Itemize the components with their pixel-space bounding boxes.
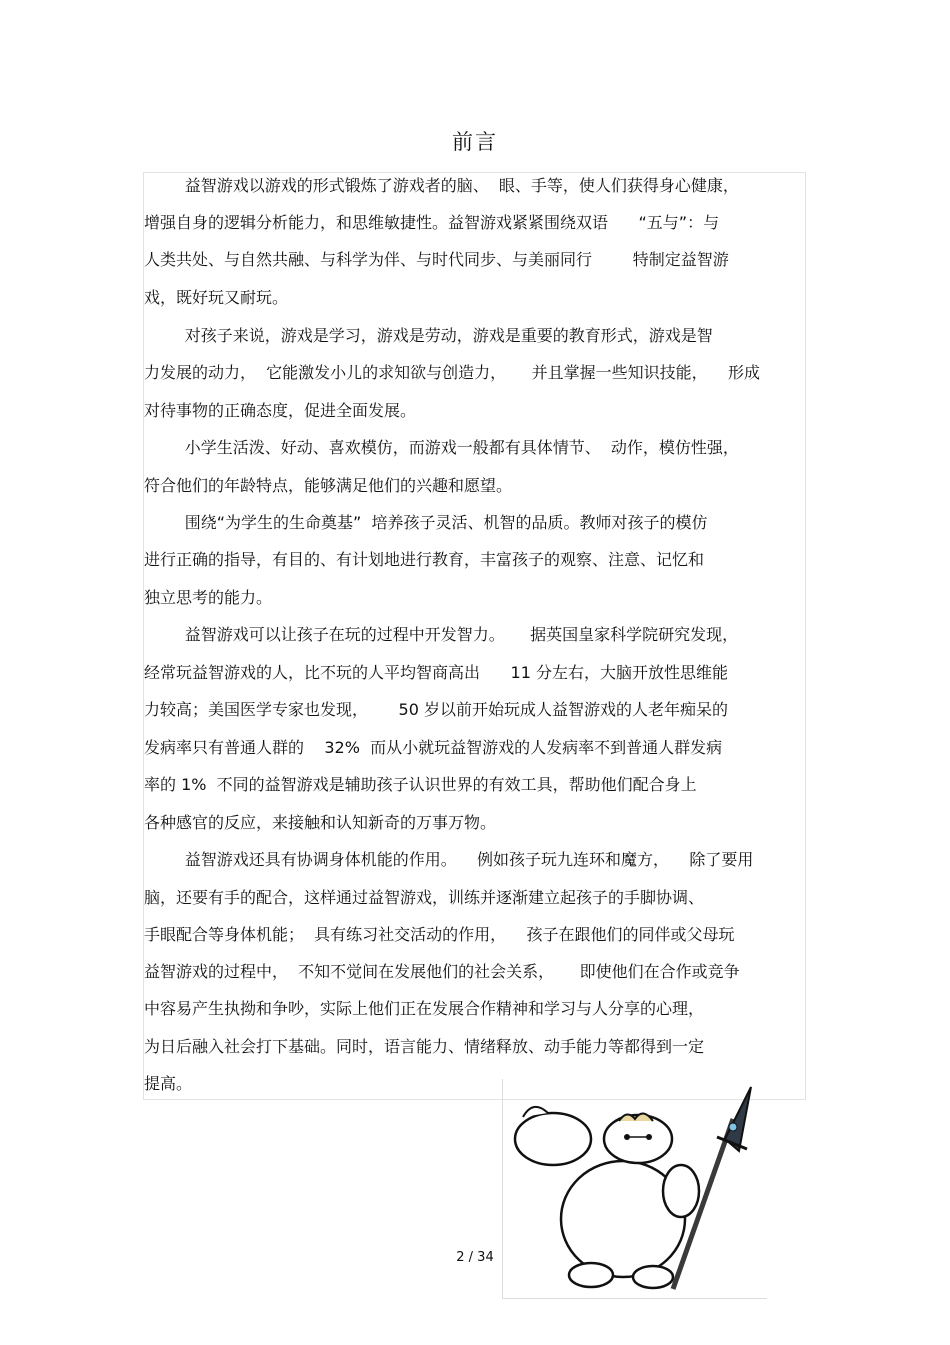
text-line: 各种感官的反应，来接触和认知新奇的万事万物。 <box>144 813 497 832</box>
text-line: 人类共处、与自然共融、与科学为伴、与时代同步、与美丽同行 特制定益智游 <box>144 250 729 269</box>
text-line: 进行正确的指导，有目的、有计划地进行教育，丰富孩子的观察、注意、记忆和 <box>144 550 705 569</box>
text-line: 力发展的动力， 它能激发小儿的求知欲与创造力， 并且掌握一些知识技能， 形成 <box>144 363 760 382</box>
text-line: 符合他们的年龄特点，能够满足他们的兴趣和愿望。 <box>144 476 513 495</box>
text-line: 中容易产生执拗和争吵，实际上他们正在发展合作精神和学习与人分享的心理， <box>144 999 705 1018</box>
text-line: 益智游戏的过程中， 不知不觉间在发展他们的社会关系， 即使他们在合作或竞争 <box>144 962 740 981</box>
text-line: 增强自身的逻辑分析能力，和思维敏捷性。益智游戏紧紧围绕双语 “五与”：与 <box>144 213 720 232</box>
text-line: 力较高；美国医学专家也发现， 50 岁以前开始玩成人益智游戏的人老年痴呆的 <box>144 700 728 719</box>
text-line: 为日后融入社会打下基础。同时，语言能力、情绪释放、动手能力等都得到一定 <box>144 1037 705 1056</box>
text-line: 发病率只有普通人群的 32% 而从小就玩益智游戏的人发病率不到普通人群发病 <box>144 738 723 757</box>
page-number: 2 / 34 <box>456 1250 494 1265</box>
text-line: 益智游戏以游戏的形式锻炼了游戏者的脑、 眼、手等，使人们获得身心健康， <box>144 176 739 195</box>
text-line: 提高。 <box>144 1074 193 1093</box>
text-line: 经常玩益智游戏的人，比不玩的人平均智商高出 11 分左右，大脑开放性思维能 <box>144 663 728 682</box>
text-line: 对孩子来说，游戏是学习，游戏是劳动，游戏是重要的教育形式，游戏是智 <box>144 326 713 345</box>
text-line: 小学生活泼、好动、喜欢模仿，而游戏一般都有具体情节、 动作，模仿性强， <box>144 438 739 457</box>
text-line: 益智游戏还具有协调身体机能的作用。 例如孩子玩九连环和魔方， 除了要用 <box>144 850 754 869</box>
text-line: 脑，还要有手的配合，这样通过益智游戏，训练并逐渐建立起孩子的手脚协调、 <box>144 888 705 907</box>
text-line: 对待事物的正确态度，促进全面发展。 <box>144 401 417 420</box>
text-line: 益智游戏可以让孩子在玩的过程中开发智力。 据英国皇家科学院研究发现， <box>144 625 739 644</box>
text-line: 手眼配合等身体机能； 具有练习社交活动的作用， 孩子在跟他们的同伴或父母玩 <box>144 925 735 944</box>
cartoon-illustration <box>502 1079 767 1299</box>
text-line: 独立思考的能力。 <box>144 588 273 607</box>
text-line: 率的 1% 不同的益智游戏是辅助孩子认识世界的有效工具，帮助他们配合身上 <box>144 775 697 794</box>
text-line: 围绕“为学生的生命奠基” 培养孩子灵活、机智的品质。教师对孩子的模仿 <box>144 513 708 532</box>
cartoon-figure-icon <box>503 1079 767 1298</box>
text-line: 戏，既好玩又耐玩。 <box>144 288 289 307</box>
page-title: 前言 <box>452 130 498 154</box>
